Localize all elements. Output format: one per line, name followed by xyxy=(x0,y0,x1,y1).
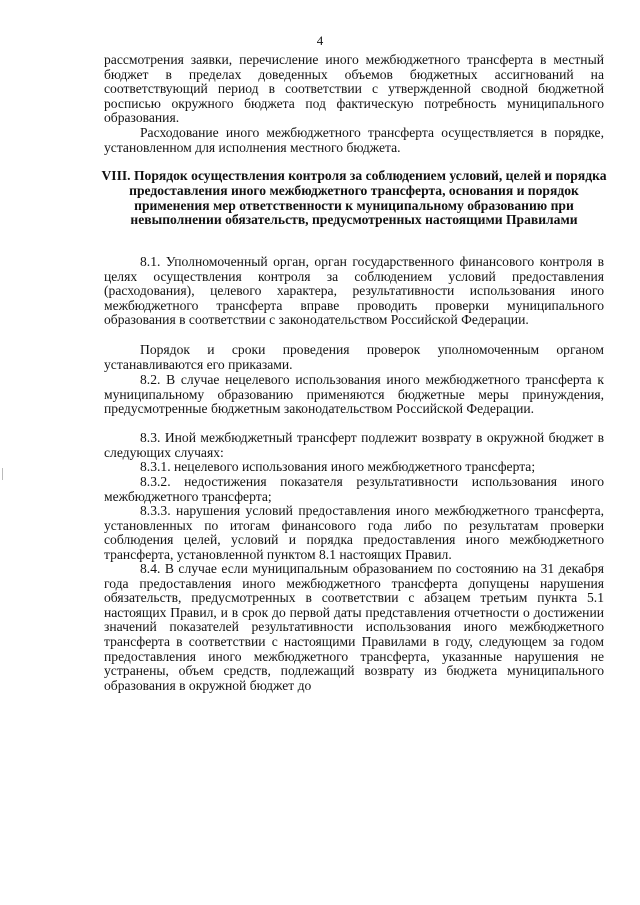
paragraph-8-1: 8.1. Уполномоченный орган, орган государственного финансового контроля в целях осуществления контроля за соблюдением условий предоставления (расходования), целевого характера, результативности использования иного межбюджетного трансферта вправе проводить проверки муниципального образования в соответствии с законодательством Российской Федерации. xyxy=(104,254,604,328)
paragraph-8-3-1: 8.3.1. нецелевого использования иного межбюджетного трансферта; xyxy=(140,459,536,474)
paragraph-8-3-3: 8.3.3. нарушения условий предоставления иного межбюджетного трансферта, установленных по итогам финансового года либо по результатам проверки соблюдения целей, условий и порядка предоставления иного межбюджетного трансферта, установленной пунктом 8.1 настоящих Правил. xyxy=(104,503,604,562)
paragraph-8-1-procedure: Порядок и сроки проведения проверок уполномоченным органом устанавливаются его приказами. xyxy=(104,342,604,372)
intro-paragraph-1: рассмотрения заявки, перечисление иного межбюджетного трансферта в местный бюджет в пределах доведенных объемов бюджетных ассигнований на соответствующий период в соответствии с утвержденной сводной бюджетной росписью окружного бюджета под фактическую потребность муниципального образования. xyxy=(104,52,604,126)
paragraph-8-3-2: 8.3.2. недостижения показателя результативности использования иного межбюджетного трансферта; xyxy=(104,474,604,504)
paragraph-8-2: 8.2. В случае нецелевого использования иного межбюджетного трансферта к муниципальному образованию применяются бюджетные меры принуждения, предусмотренные бюджетным законодательством Российской Федерации. xyxy=(104,372,604,417)
section-heading: VIII. Порядок осуществления контроля за соблюдением условий, целей и порядка предоставления иного межбюджетного трансферта, основания и порядок применения мер ответственности к муниципальному образованию при невыполнении обязательств, предусмотренных настоящими Правилами xyxy=(101,168,607,228)
scan-edge-mark xyxy=(2,468,3,480)
intro-paragraph-2: Расходование иного межбюджетного трансферта осуществляется в порядке, установленном для исполнения местного бюджета. xyxy=(104,125,604,155)
page-number: 4 xyxy=(316,33,324,48)
paragraph-8-4: 8.4. В случае если муниципальным образованием по состоянию на 31 декабря года предоставления иного межбюджетного трансферта допущены нарушения обязательств, предусмотренных в соответствии с абзацем третьим пункта 5.1 настоящих Правил, и в срок до первой даты представления отчетности о достижении значений показателей результативности использования иного межбюджетного трансферта в соответствии с настоящими Правилами в году, следующем за годом предоставления иного межбюджетного трансферта, указанные нарушения не устранены, объем средств, подлежащий возврату из бюджета муниципального образования в окружной бюджет до xyxy=(104,561,604,693)
paragraph-8-3: 8.3. Иной межбюджетный трансферт подлежит возврату в окружной бюджет в следующих случаях: xyxy=(104,430,604,460)
